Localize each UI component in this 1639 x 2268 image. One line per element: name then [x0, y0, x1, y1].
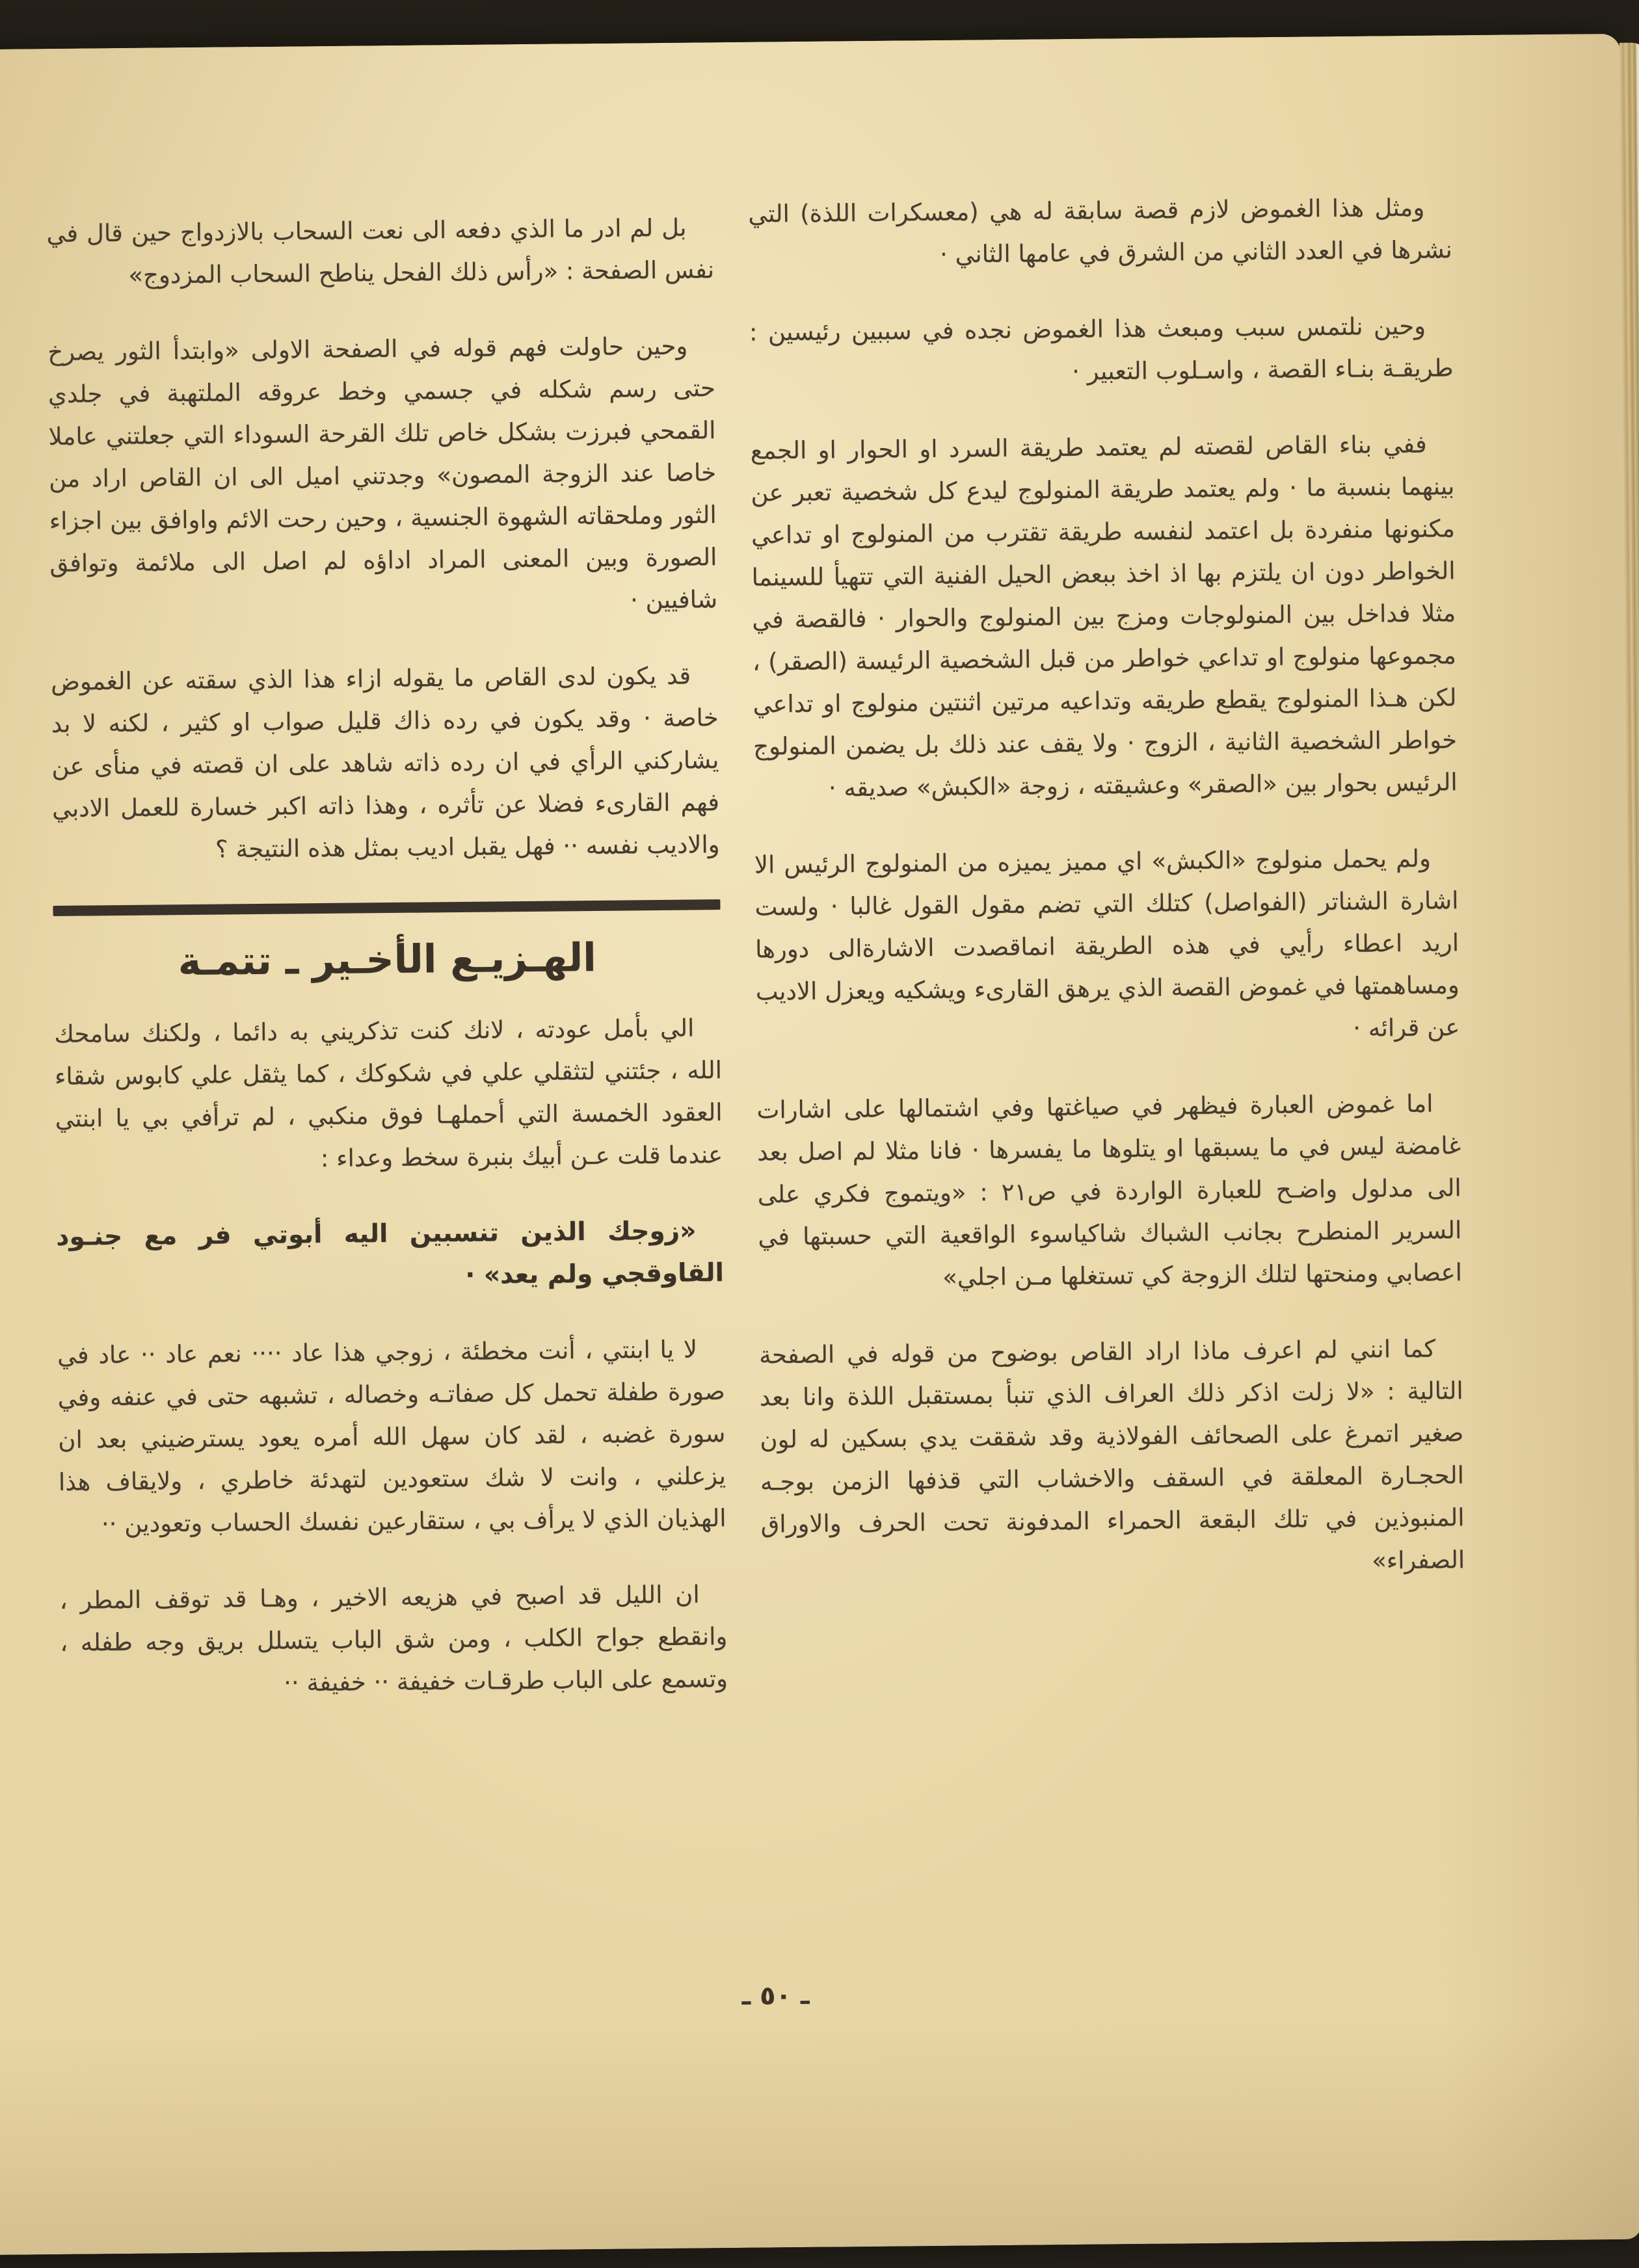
- paragraph: ففي بناء القاص لقصته لم يعتمد طريقة السرد او الحوار او الجمع بينهما بنسبة ما · ولم يعتمد طريقة المنولوج ليدع كل شخصية تعبر عن مكنونها منفردة بل اعتمد لنفسه طريقة تقترب من المنولوج او تداعي الخواطر دون ان يلتزم بها اذ اخذ ببعض الحيل الفنية التي تتهيأ للسينما مثلا فداخل بين المنولوجات ومزج بين المنولوج والحوار · فالقصة في مجموعها منولوج او تداعي خواطر من قبل الشخصية الرئيسة (الصقر) ، لكن هـذا المنولوج يقطع طريقه وتداعيه مرتين اثنتين منولوج او تداعي خواطر الشخصية الثانية ، الزوج · ولا يقف عند ذلك بل يضمن المنولوج الرئيس بحوار بين «الصقر» وعشيقته ، زوجة «الكبش» صديقه ·: [750, 430, 1458, 802]
- paragraph: لا يا ابنتي ، أنت مخطئة ، زوجي هذا عاد ···· نعم عاد ·· عاد في صورة طفلة تحمل كل صفاتـه وخصاله ، تشبهه حتى في عنفه وفي سورة غضبه ، لقد كان سهل الله أمره يعود يسترضيني بعد ان يزعلني ، وانت لا شك ستعودين لتهدئة خاطري ، ولايقاف هذا الهذيان الذي لا يرأف بي ، ستقارعين نفسك الحساب وتعودين ··: [57, 1335, 726, 1538]
- paragraph: بل لم ادر ما الذي دفعه الى نعت السحاب بالازدواج حين قال في نفس الصفحة : «رأس ذلك الفحل يناطح السحاب المزدوج»: [46, 213, 715, 289]
- paragraph: ان الليل قد اصبح في هزيعه الاخير ، وهـا قد توقف المطر ، وانقطع جواح الكلب ، ومن شق الباب يتسلل بريق وجه طفله ، وتسمع على الباب طرقـات خفيفة ·· خفيفة ··: [59, 1580, 728, 1697]
- paragraph: الي بأمل عودته ، لانك كنت تذكريني به دائما ، ولكنك سامحك الله ، جئتني لتثقلي علي في شكوكك ، كما يثقل علي كابوس شقاء العقود الخمسة التي أحملهـا فوق منكبي ، لم ترأفي بي يا ابنتي عندما قلت عـن أبيك بنبرة سخط وعداء :: [54, 1014, 723, 1173]
- paragraph: ولم يحمل منولوج «الكبش» اي مميز يميزه من المنولوج الرئيس الا اشارة الشناتر (الفواصل) كتلك التي تضم مقول القول غالبا · ولست اريد اعطاء رأيي في هذه الطريقة انماقصدت الاشارةالى دورها ومساهمتها في غموض القصة الذي يرهق القارىء ويشكيه ويعزل الاديب عن قرائه ·: [754, 844, 1460, 1042]
- book-fore-edge: [1619, 42, 1639, 2235]
- paragraph: كما انني لم اعرف ماذا اراد القاص بوضوح من قوله في الصفحة التالية : «لا زلت اذكر ذلك العراف الذي تنبأ بمستقبل اللذة وانا بعد صغير اتمرغ على الصحائف الفولاذية وقد شققت يدي بسكين له لون الحجـارة المعلقة في السقف والاخشاب التي قذفها الزمن بوجـه المنبوذين في تلك البقعة الحمراء المدفونة تحت الحرف والاوراق الصفراء»: [758, 1334, 1465, 1575]
- paragraph: ومثل هذا الغموض لازم قصة سابقة له هي (معسكرات اللذة) التي نشرها في العدد الثاني من الشرق في عامها الثاني ·: [748, 193, 1453, 269]
- column-right: [748, 186, 1465, 1587]
- page-number: ـ ٥٠ ـ: [741, 1980, 810, 2011]
- quoted-verse: «زوجك الذين تنسبين اليه أبوتي فر مع جنـود القاوقجي ولم يعد» ·: [56, 1216, 725, 1290]
- column-left: [46, 206, 728, 1706]
- section-divider: [53, 899, 720, 916]
- section-heading: الهـزيـع الأخـير ـ تتمـة: [178, 934, 597, 985]
- paragraph: وحين حاولت فهم قوله في الصفحة الاولى «وابتدأ الثور يصرخ حتى رسم شكله في جسمي وخط عروقه الملتهبة في جلدي القمحي فبرزت بشكل خاص تلك القرحة السوداء التي جعلتني عاملا خاصا عند الزوجة المصون» وجدتني اميل الى ان القاص اراد من الثور وملحقاته الشهوة الجنسية ، وحين رحت الائم واوافق بين اجزاء الصورة وبين المعنى المراد اداؤه لم اصل الى ملائمة وتوافق شافيين ·: [47, 332, 718, 614]
- paragraph: وحين نلتمس سبب ومبعث هذا الغموض نجده في سببين رئيسين : طريقـة بنـاء القصة ، واسـلوب التعبير ·: [749, 311, 1454, 386]
- paragraph: قد يكون لدى القاص ما يقوله ازاء هذا الذي سقته عن الغموض خاصة · وقد يكون في رده ذاك قليل صواب او كثير ، لكنه لا بد يشاركني الرأي في ان رده ذاته شاهد على ان قصته في منأى عن فهم القارىء فضلا عن تأثره ، وهذا ذاته اكبر خسارة للعمل الادبي والاديب نفسه ·· فهل يقبل اديب بمثل هذه النتيجة ؟: [50, 661, 720, 864]
- paragraph: اما غموض العبارة فيظهر في صياغتها وفي اشتمالها على اشارات غامضة ليس في ما يسبقها او يتلوها ما يفسرها · فانا مثلا لم اصل بعد الى مدلول واضـح للعبارة الواردة في ص٢١ : «ويتموج فكري على السرير المنطرح بجانب الشباك شاكياسوء الواقعية التي حسبتها في اعصابي ومنحتها لتلك الزوجة كي تستغلها مـن اجلي»: [756, 1089, 1463, 1291]
- page-sheet: [0, 34, 1639, 2255]
